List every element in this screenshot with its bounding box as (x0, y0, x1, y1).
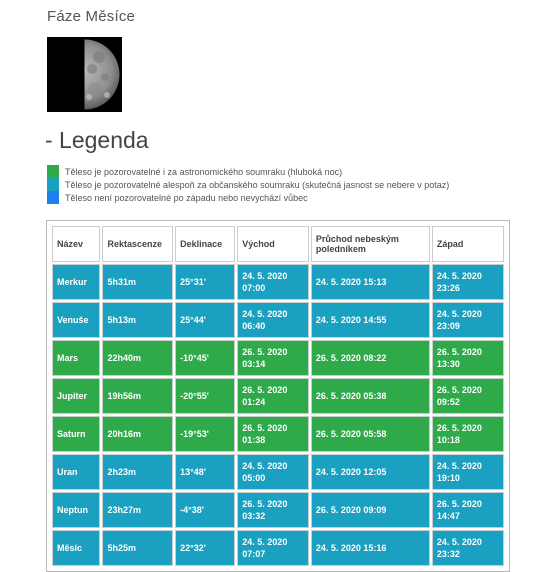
legend-item (47, 165, 449, 178)
cell-name: Jupiter (52, 378, 100, 414)
legend-title: - Legenda (45, 127, 149, 153)
cell-declination: 25°31' (175, 264, 235, 300)
cell-declination: -19°53' (175, 416, 235, 452)
cell-name: Saturn (52, 416, 100, 452)
header-transit: Průchod nebeským poledníkem (311, 226, 430, 262)
cell-set: 26. 5. 2020 09:52 (432, 378, 504, 414)
cell-transit: 26. 5. 2020 05:38 (311, 378, 430, 414)
cell-transit: 24. 5. 2020 15:13 (311, 264, 430, 300)
cell-right-ascension: 23h27m (102, 492, 173, 528)
cell-name: Mars (52, 340, 100, 376)
legend-swatch-blue (47, 191, 59, 204)
cell-rise: 24. 5. 2020 07:07 (237, 530, 309, 566)
table-row (52, 302, 504, 338)
header-right-ascension: Rektascenze (102, 226, 173, 262)
cell-set: 24. 5. 2020 23:09 (432, 302, 504, 338)
cell-name: Měsíc (52, 530, 100, 566)
cell-declination: -10°45' (175, 340, 235, 376)
table-header-row (52, 226, 504, 262)
cell-right-ascension: 2h23m (102, 454, 173, 490)
cell-rise: 24. 5. 2020 07:00 (237, 264, 309, 300)
cell-set: 24. 5. 2020 23:26 (432, 264, 504, 300)
cell-rise: 26. 5. 2020 03:14 (237, 340, 309, 376)
cell-transit: 24. 5. 2020 14:55 (311, 302, 430, 338)
header-set: Západ (432, 226, 504, 262)
cell-name: Venuše (52, 302, 100, 338)
cell-set: 24. 5. 2020 19:10 (432, 454, 504, 490)
legend-text: Těleso je pozorovatelné alespoň za občanského soumraku (skutečná jasnost se nebere v potaz) (65, 179, 450, 190)
cell-declination: 25°44' (175, 302, 235, 338)
cell-right-ascension: 19h56m (102, 378, 173, 414)
cell-transit: 26. 5. 2020 08:22 (311, 340, 430, 376)
table-row (52, 416, 504, 452)
table-row (52, 492, 504, 528)
header-name: Název (52, 226, 100, 262)
legend-item (47, 178, 449, 191)
legend-item (47, 191, 449, 204)
cell-set: 26. 5. 2020 13:30 (432, 340, 504, 376)
cell-declination: -20°55' (175, 378, 235, 414)
cell-rise: 26. 5. 2020 01:38 (237, 416, 309, 452)
header-rise: Východ (237, 226, 309, 262)
legend-list (47, 165, 449, 204)
cell-transit: 26. 5. 2020 05:58 (311, 416, 430, 452)
table-row (52, 264, 504, 300)
cell-name: Merkur (52, 264, 100, 300)
cell-rise: 24. 5. 2020 05:00 (237, 454, 309, 490)
cell-set: 24. 5. 2020 23:32 (432, 530, 504, 566)
cell-right-ascension: 5h25m (102, 530, 173, 566)
cell-right-ascension: 20h16m (102, 416, 173, 452)
cell-right-ascension: 5h31m (102, 264, 173, 300)
cell-name: Uran (52, 454, 100, 490)
legend-swatch-cyan (47, 178, 59, 191)
cell-declination: 13°48' (175, 454, 235, 490)
legend-text: Těleso je pozorovatelné i za astronomického soumraku (hluboká noc) (65, 166, 343, 177)
cell-declination: -4°38' (175, 492, 235, 528)
cell-set: 26. 5. 2020 14:47 (432, 492, 504, 528)
cell-right-ascension: 5h13m (102, 302, 173, 338)
table-row (52, 530, 504, 566)
cell-rise: 24. 5. 2020 06:40 (237, 302, 309, 338)
cell-set: 26. 5. 2020 10:18 (432, 416, 504, 452)
moon-phase-image (47, 37, 122, 112)
cell-transit: 24. 5. 2020 12:05 (311, 454, 430, 490)
cell-right-ascension: 22h40m (102, 340, 173, 376)
cell-transit: 26. 5. 2020 09:09 (311, 492, 430, 528)
table-row (52, 378, 504, 414)
planet-table (46, 220, 510, 572)
table-row (52, 340, 504, 376)
moon-icon (47, 37, 122, 112)
table-row (52, 454, 504, 490)
cell-rise: 26. 5. 2020 01:24 (237, 378, 309, 414)
cell-rise: 26. 5. 2020 03:32 (237, 492, 309, 528)
header-declination: Deklinace (175, 226, 235, 262)
cell-name: Neptun (52, 492, 100, 528)
moon-phase-title: Fáze Měsíce (47, 8, 136, 25)
cell-declination: 22°32' (175, 530, 235, 566)
cell-transit: 24. 5. 2020 15:16 (311, 530, 430, 566)
legend-swatch-green (47, 165, 59, 178)
legend-text: Těleso není pozorovatelné po západu nebo nevychází vůbec (65, 192, 308, 203)
